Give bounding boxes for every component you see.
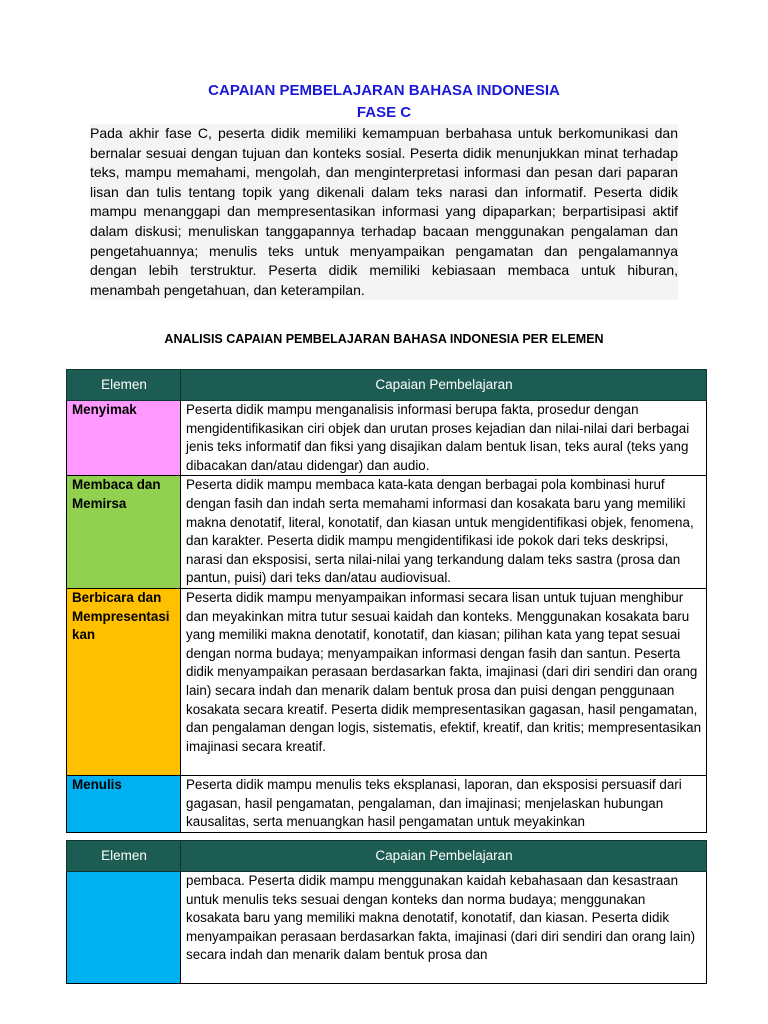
elements-table-continued: [66, 840, 707, 984]
table-row: [67, 588, 707, 775]
capaian-cell: Peserta didik mampu menyampaikan informasi secara lisan untuk tujuan menghibur dan meyakinkan mitra tutur sesuai kaidah dan konteks. Menggunakan kosakata baru yang memiliki makna denotatif, konotatif, dan kiasan; pilihan kata yang tepat sesuai dengan norma budaya; menyampaikan informasi dengan fasih dan santun. Peserta didik menyampaikan perasaan berdasarkan fakta, imajinasi (dari diri sendiri dan orang lain) secara indah dan menarik dalam bentuk prosa dan puisi dengan penggunaan kosakata secara kreatif. Peserta didik mempresentasikan gagasan, hasil pengamatan, dan pengalaman dengan logis, sistematis, efektif, kreatif, dan kritis; mempresentasikan imajinasi secara kreatif.: [181, 588, 707, 775]
capaian-cell: pembaca. Peserta didik mampu menggunakan kaidah kebahasaan dan kesastraan untuk menulis teks sesuai dengan konteks dan norma budaya; menggunakan kosakata baru yang memiliki makna denotatif, konotatif, dan kiasan. Peserta didik menyampaikan perasaan berdasarkan fakta, imajinasi (dari diri sendiri dan orang lain) secara indah dan menarik dalam bentuk prosa dan: [181, 872, 707, 984]
element-cell-membaca: Membaca dan Memirsa: [67, 476, 181, 589]
elements-table: [66, 369, 707, 833]
analysis-heading: ANALISIS CAPAIAN PEMBELAJARAN BAHASA INDONESIA PER ELEMEN: [164, 332, 604, 346]
table-row: [67, 775, 707, 832]
element-cell-menyimak: Menyimak: [67, 401, 181, 476]
capaian-cell: Peserta didik mampu menulis teks eksplanasi, laporan, dan eksposisi persuasif dari gagasan, hasil pengamatan, pengalaman, dan imajinasi; menjelaskan hubungan kausalitas, serta menuangkan hasil pengamatan untuk meyakinkan: [181, 775, 707, 832]
table-header-row: [67, 370, 707, 401]
document-title: CAPAIAN PEMBELAJARAN BAHASA INDONESIA: [208, 82, 560, 99]
table-row: [67, 401, 707, 476]
element-cell-menulis: Menulis: [67, 775, 181, 832]
capaian-cell: Peserta didik mampu membaca kata-kata dengan berbagai pola kombinasi huruf dengan fasih dan indah serta memahami informasi dan kosakata baru yang memiliki makna denotatif, literal, konotatif, dan kiasan untuk mengidentifikasi objek, fenomena, dan karakter. Peserta didik mampu mengidentifikasi ide pokok dari teks deskripsi, narasi dan eksposisi, serta nilai-nilai yang terkandung dalam teks sastra (prosa dan pantun, puisi) dari teks dan/atau audiovisual.: [181, 476, 707, 589]
header-elemen: Elemen: [67, 841, 181, 872]
element-cell-menulis-continued: [67, 872, 181, 984]
table-row: [67, 476, 707, 589]
intro-paragraph: Pada akhir fase C, peserta didik memiliki kemampuan berbahasa untuk berkomunikasi dan bernalar sesuai dengan tujuan dan konteks sosial. Peserta didik menunjukkan minat terhadap teks, mampu memahami, mengolah, dan menginterpretasi informasi dan pesan dari paparan lisan dan tulis tentang topik yang dikenali dalam teks narasi dan informatif. Peserta didik mampu menanggapi dan mempresentasikan informasi yang dipaparkan; berpartisipasi aktif dalam diskusi; menuliskan tanggapannya terhadap bacaan menggunakan pengalaman dan pengetahuannya; menulis teks untuk menyampaikan pengamatan dan pengalamannya dengan lebih terstruktur. Peserta didik memiliki kebiasaan membaca untuk hiburan, menambah pengetahuan, dan keterampilan.: [90, 124, 678, 300]
header-capaian: Capaian Pembelajaran: [181, 841, 707, 872]
table-row: [67, 872, 707, 984]
document-subtitle-phase: FASE C: [356, 104, 412, 121]
capaian-cell: Peserta didik mampu menganalisis informasi berupa fakta, prosedur dengan mengidentifikasikan ciri objek dan urutan proses kejadian dan nilai-nilai dari berbagai jenis teks informatif dan fiksi yang disajikan dalam bentuk lisan, teks aural (teks yang dibacakan dan/atau didengar) dan audio.: [181, 401, 707, 476]
header-elemen: Elemen: [67, 370, 181, 401]
element-cell-berbicara: Berbicara dan Mempresentasi kan: [67, 588, 181, 775]
table-header-row: [67, 841, 707, 872]
header-capaian: Capaian Pembelajaran: [181, 370, 707, 401]
